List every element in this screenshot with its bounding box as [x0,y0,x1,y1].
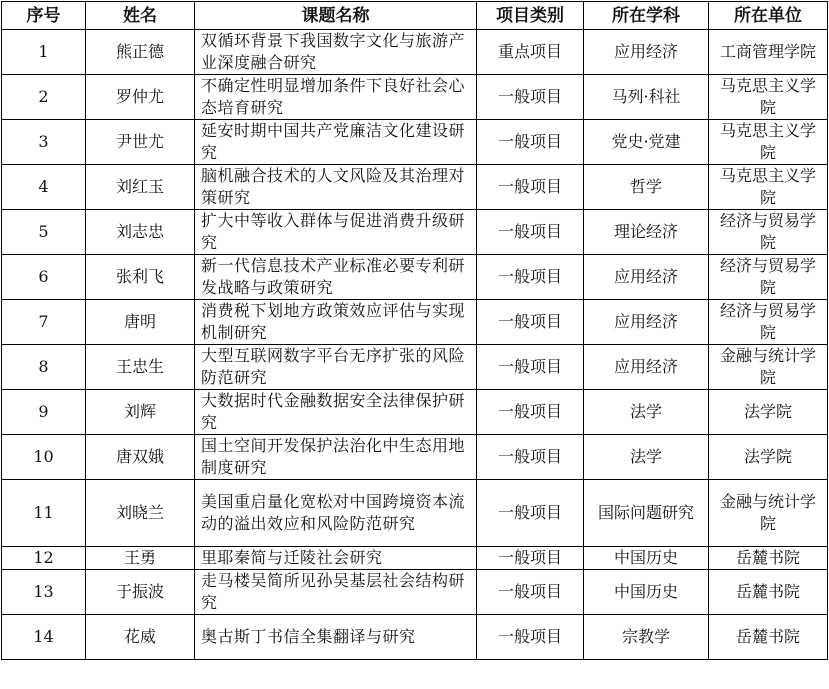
header-no: 序号 [2,2,86,30]
row-topic: 消费税下划地方政策效应评估与实现机制研究 [195,300,477,345]
row-unit: 工商管理学院 [709,30,828,75]
row-no: 5 [2,210,86,255]
row-unit: 马克思主义学院 [709,75,828,120]
row-category: 一般项目 [477,615,584,660]
row-discipline: 法学 [584,390,709,435]
row-unit: 法学院 [709,390,828,435]
row-topic: 脑机融合技术的人文风险及其治理对策研究 [195,165,477,210]
row-name: 刘辉 [86,390,195,435]
table-row [2,547,828,570]
row-topic: 里耶秦简与迁陵社会研究 [195,547,477,570]
row-unit: 经济与贸易学院 [709,300,828,345]
table-row [2,75,828,120]
header-discipline: 所在学科 [584,2,709,30]
row-discipline: 应用经济 [584,30,709,75]
row-name: 于振波 [86,570,195,615]
row-unit: 金融与统计学院 [709,480,828,547]
row-topic: 扩大中等收入群体与促进消费升级研究 [195,210,477,255]
row-name: 刘晓兰 [86,480,195,547]
table-row [2,570,828,615]
row-discipline: 中国历史 [584,570,709,615]
row-discipline: 应用经济 [584,300,709,345]
table-row [2,165,828,210]
row-no: 2 [2,75,86,120]
row-no: 1 [2,30,86,75]
row-topic: 不确定性明显增加条件下良好社会心态培育研究 [195,75,477,120]
row-discipline: 马列·科社 [584,75,709,120]
row-no: 13 [2,570,86,615]
row-unit: 经济与贸易学院 [709,210,828,255]
row-discipline: 中国历史 [584,547,709,570]
row-name: 刘红玉 [86,165,195,210]
row-name: 王忠生 [86,345,195,390]
table-row [2,300,828,345]
row-discipline: 应用经济 [584,255,709,300]
row-name: 花威 [86,615,195,660]
table-row [2,390,828,435]
row-unit: 岳麓书院 [709,547,828,570]
row-no: 10 [2,435,86,480]
row-topic: 双循环背景下我国数字文化与旅游产业深度融合研究 [195,30,477,75]
table-row [2,255,828,300]
row-category: 一般项目 [477,480,584,547]
header-category: 项目类别 [477,2,584,30]
row-topic: 国土空间开发保护法治化中生态用地制度研究 [195,435,477,480]
table-row [2,30,828,75]
row-discipline: 党史·党建 [584,120,709,165]
table-row [2,345,828,390]
row-name: 刘志忠 [86,210,195,255]
table-row [2,120,828,165]
row-no: 6 [2,255,86,300]
row-topic: 奥古斯丁书信全集翻译与研究 [195,615,477,660]
row-category: 一般项目 [477,570,584,615]
row-topic: 新一代信息技术产业标准必要专利研发战略与政策研究 [195,255,477,300]
project-table [1,1,828,660]
row-category: 一般项目 [477,435,584,480]
row-discipline: 宗教学 [584,615,709,660]
row-no: 7 [2,300,86,345]
row-discipline: 法学 [584,435,709,480]
row-category: 一般项目 [477,255,584,300]
row-name: 熊正德 [86,30,195,75]
header-row [2,2,828,30]
row-category: 一般项目 [477,390,584,435]
row-no: 3 [2,120,86,165]
header-topic: 课题名称 [195,2,477,30]
row-category: 一般项目 [477,345,584,390]
row-unit: 金融与统计学院 [709,345,828,390]
row-no: 12 [2,547,86,570]
row-name: 罗仲尤 [86,75,195,120]
row-topic: 走马楼吴简所见孙吴基层社会结构研究 [195,570,477,615]
header-name: 姓名 [86,2,195,30]
row-topic: 美国重启量化宽松对中国跨境资本流动的溢出效应和风险防范研究 [195,480,477,547]
row-discipline: 国际问题研究 [584,480,709,547]
row-discipline: 哲学 [584,165,709,210]
table-row [2,210,828,255]
row-unit: 岳麓书院 [709,615,828,660]
row-no: 14 [2,615,86,660]
row-category: 一般项目 [477,120,584,165]
table-row [2,480,828,547]
row-topic: 大型互联网数字平台无序扩张的风险防范研究 [195,345,477,390]
row-no: 9 [2,390,86,435]
row-category: 一般项目 [477,547,584,570]
row-no: 11 [2,480,86,547]
row-discipline: 理论经济 [584,210,709,255]
row-unit: 马克思主义学院 [709,165,828,210]
row-category: 一般项目 [477,210,584,255]
row-name: 尹世尤 [86,120,195,165]
row-name: 张利飞 [86,255,195,300]
row-unit: 经济与贸易学院 [709,255,828,300]
row-name: 唐明 [86,300,195,345]
table-row [2,615,828,660]
row-unit: 岳麓书院 [709,570,828,615]
row-no: 4 [2,165,86,210]
row-no: 8 [2,345,86,390]
header-unit: 所在单位 [709,2,828,30]
row-unit: 马克思主义学院 [709,120,828,165]
table-row [2,435,828,480]
row-name: 唐双娥 [86,435,195,480]
row-unit: 法学院 [709,435,828,480]
row-category: 一般项目 [477,165,584,210]
row-topic: 延安时期中国共产党廉洁文化建设研究 [195,120,477,165]
row-category: 一般项目 [477,75,584,120]
row-category: 重点项目 [477,30,584,75]
row-topic: 大数据时代金融数据安全法律保护研究 [195,390,477,435]
row-category: 一般项目 [477,300,584,345]
row-name: 王勇 [86,547,195,570]
row-discipline: 应用经济 [584,345,709,390]
